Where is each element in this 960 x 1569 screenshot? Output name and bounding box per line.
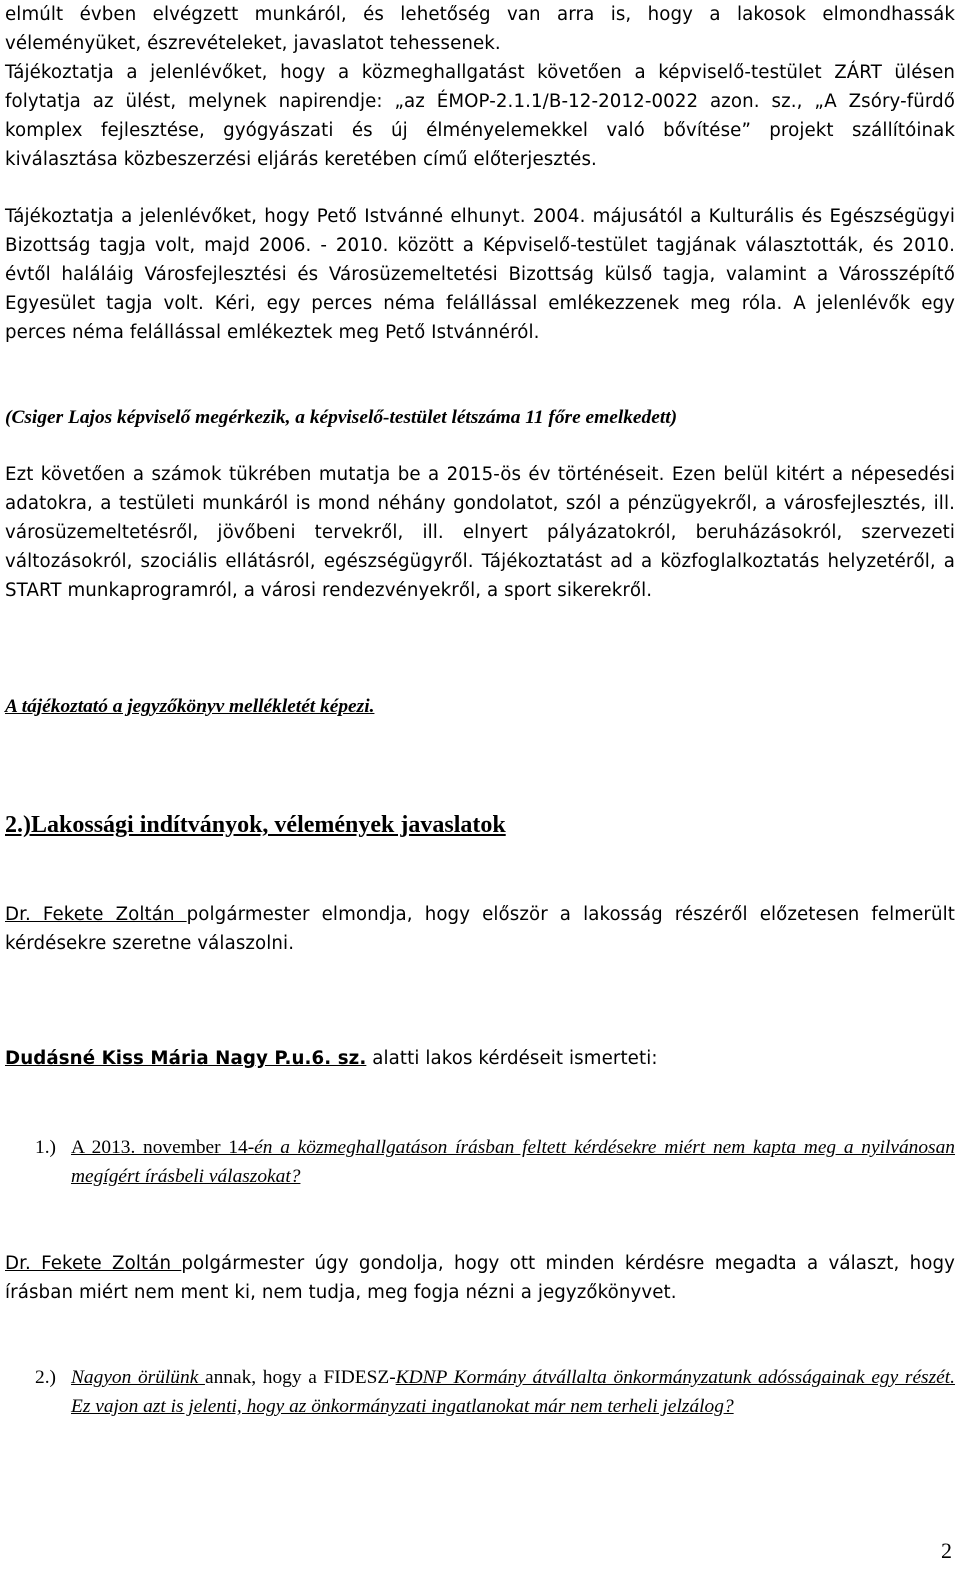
- paragraph-intro-end: elmúlt évben elvégzett munkáról, és lehetőség van arra is, hogy a lakosok elmondhassák véleményüket, észrevételeket, javaslatot tehessenek.: [5, 4, 955, 54]
- question-1-text: A 2013. november 14-én a közmeghallgatáson írásban feltett kérdésekre miért nem kapta meg a nyilvánosan megígért írásbeli válaszokat?: [71, 1137, 955, 1187]
- question-2-text: Nagyon örülünk annak, hogy a FIDESZ-KDNP Kormány átvállalta önkormányzatunk adósságainak egy részét. Ez vajon azt is jelenti, hogy az önkormányzati ingatlanokat már nem terheli jelzálog?: [71, 1367, 955, 1417]
- paragraph-year-review: Ezt követően a számok tükrében mutatja be a 2015-ös év történéseit. Ezen belül kitért a népesedési adatokra, a testületi munkáról is mond néhány gondolatot, szól a pénzügyekről, a városfejlesztés, ill. városüzemeltetésről, jövőbeni tervekről, ill. elnyert pályázatokról, beruházásokról, szervezeti változásokról, szociális ellátásról, egészségügyről. Tájékoztatást ad a közfoglalkoztatás helyzetéről, a START munkaprogramról, a városi rendezvényekről, a sport sikerekről.: [5, 464, 955, 601]
- section-heading: 2.)Lakossági indítványok, vélemények javaslatok: [5, 812, 506, 838]
- question-2: [5, 1363, 955, 1421]
- mayor-answer-text: polgármester úgy gondolja, hogy ott minden kérdésre megadta a választ, hogy írásban miért nem ment ki, nem tudja, meg fogja nézni a jegyzőkönyvet.: [5, 1253, 955, 1303]
- question-1: [5, 1133, 955, 1191]
- paragraph-obituary: Tájékoztatja a jelenlévőket, hogy Pető Istvánné elhunyt. 2004. májusától a Kulturális és Egészségügyi Bizottság tagja volt, majd 2006. - 2010. között a Képviselő-testület tagjának választották, és 2010. évtől haláláig Városfejlesztési és Városüzemeltetési Bizottság külső tagja, valamint a Városszépítő Egyesület tagja volt. Kéri, egy perces néma felállással emlékezzenek meg róla. A jelenlévők egy perces néma felállással emlékeztek meg Pető Istvánnéról.: [5, 206, 955, 343]
- resident-paragraph: [5, 1044, 955, 1073]
- question-2-number: 2.): [35, 1367, 57, 1388]
- mayor-answer-1: [5, 1249, 955, 1307]
- mayor-name: Dr. Fekete Zoltán: [5, 904, 187, 925]
- question-1-number: 1.): [35, 1137, 57, 1158]
- annex-note: A tájékoztató a jegyzőkönyv mellékletét képezi.: [5, 696, 375, 717]
- page-number: 2: [941, 1538, 952, 1563]
- paragraph-closed-session: Tájékoztatja a jelenlévőket, hogy a közmeghallgatást követően a képviselő-testület ZÁRT ülésen folytatja az ülést, melynek napirendje: „az ÉMOP-2.1.1/B-12-2012-0022 azon. sz., „A Zsóry-fürdő komplex fejlesztése, gyógyászati és új élményelemekkel való bővítése” projekt szállítóinak kiválasztása közbeszerzési eljárás keretében című előterjesztés.: [5, 62, 955, 170]
- resident-rest: alatti lakos kérdéseit ismerteti:: [366, 1048, 658, 1069]
- arrival-note: (Csiger Lajos képviselő megérkezik, a képviselő-testület létszáma 11 főre emelkedett): [5, 407, 678, 428]
- mayor-name-2: Dr. Fekete Zoltán: [5, 1253, 182, 1274]
- resident-name: Dudásné Kiss Mária Nagy P.u.6. sz.: [5, 1048, 367, 1069]
- mayor-intro-text: polgármester elmondja, hogy először a lakosság részéről előzetesen felmerült kérdésekre szeretne válaszolni.: [5, 904, 955, 954]
- mayor-intro-paragraph: [5, 900, 955, 958]
